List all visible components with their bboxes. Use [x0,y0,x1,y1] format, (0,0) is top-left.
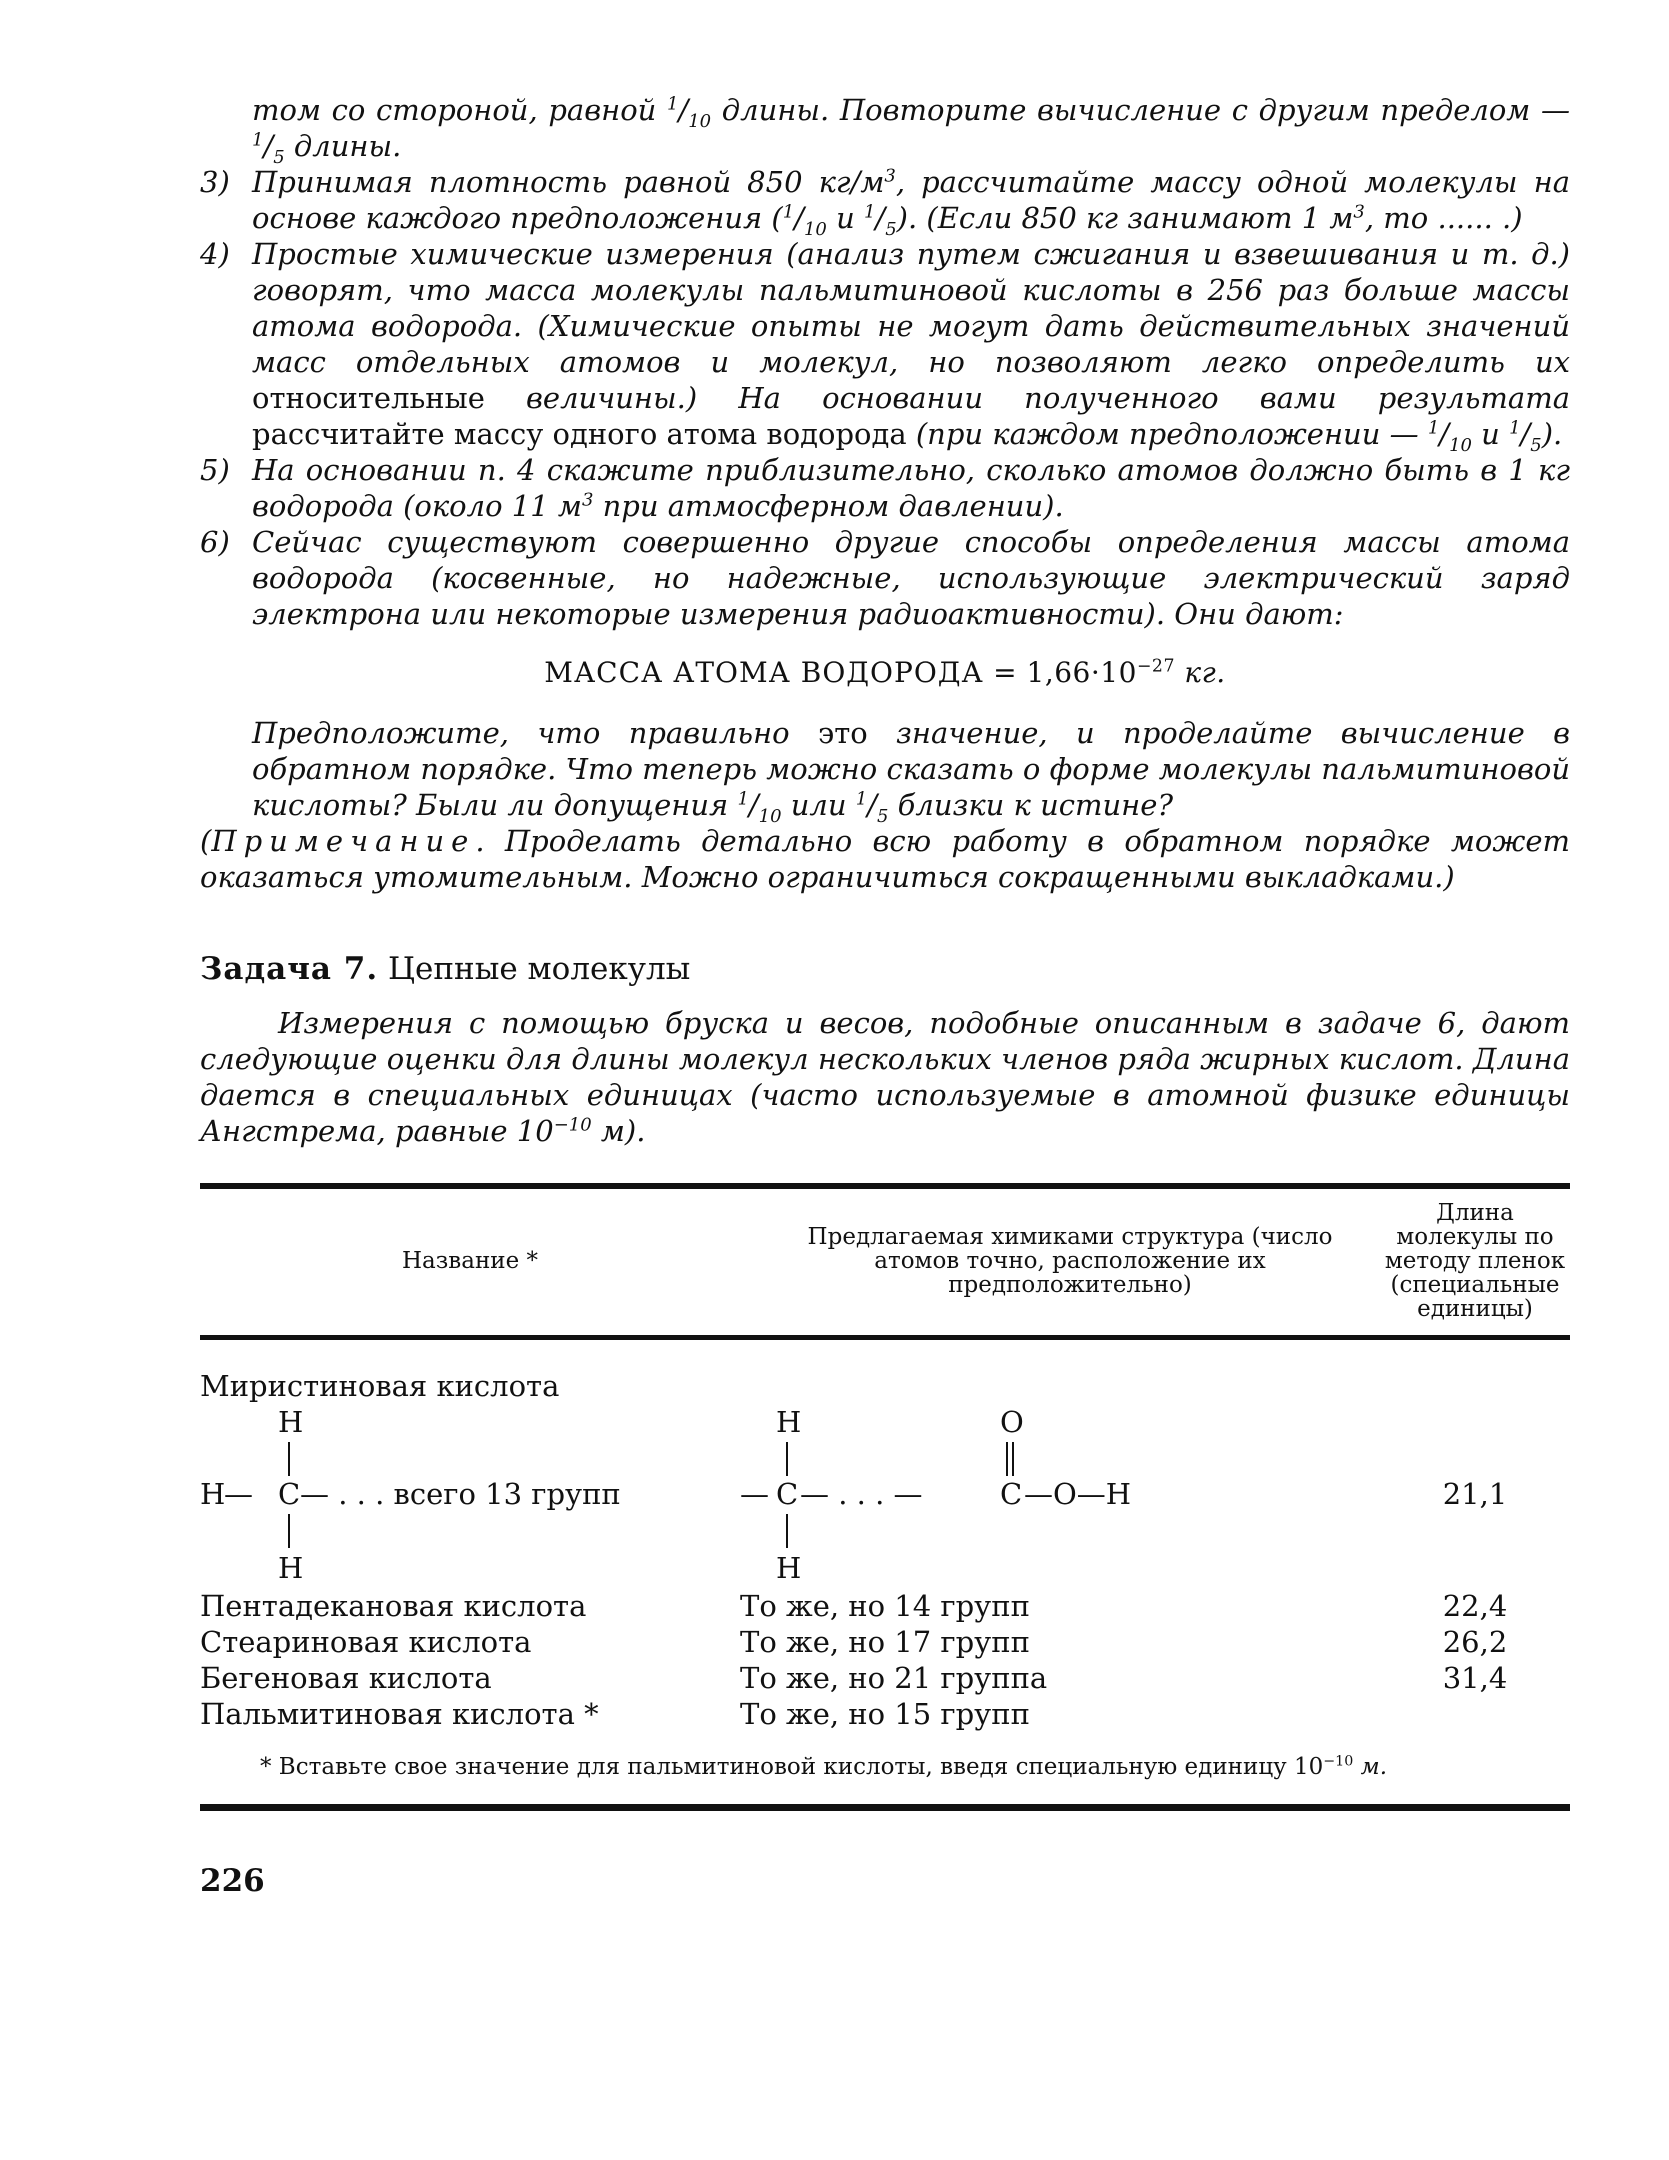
fraction: $^1/_{10}$ [737,788,782,827]
text: Сейчас существуют совершенно другие способы определения массы атома водорода (косвенные, но надежные, использующие электрический заряд электрона или некоторые измерения радиоактивности). Они дают: [252,525,1570,631]
table-row [200,1660,1570,1696]
list-item-6 [200,524,1570,632]
text: Простые химические измерения (анализ путем сжигания и взвешивания и т. д.) говорят, что масса молекулы пальмитиновой кислоты в 256 раз больше массы атома водорода. (Химические опыты не могут дать действительных значений масс отдельных атомов и молекул, но позволяют легко определить их [252,237,1570,379]
row-structure: То же, но 15 групп [740,1697,1030,1731]
text: , рассчитайте массу одной молекулы на основе каждого предположения ( [252,165,1570,235]
double-bond-line [1006,1442,1008,1476]
list-item-4 [200,236,1570,456]
text: величины.) На основании полученного вами результата [484,381,1570,415]
atom-h: H [200,1477,226,1511]
table-row [200,1368,1570,1404]
fraction: $^1/_5$ [1509,417,1542,456]
bond-line [786,1442,788,1476]
exponent: −10 [553,1114,592,1136]
row-name: Пентадекановая кислота [200,1589,587,1623]
exponent: −27 [1136,656,1176,677]
table-row [200,1588,1570,1624]
atom-h: H [278,1551,304,1585]
book-page [200,92,1570,1899]
atom-o: O [1000,1405,1024,1439]
exponent: −10 [1323,1753,1354,1770]
fraction: $^1/_5$ [252,129,285,168]
text: и [826,201,864,235]
text: или [781,788,856,822]
task-number: Задача 7. [200,951,379,987]
fatty-acid-table [200,1183,1570,1732]
header-name: Название * [401,1248,539,1274]
header-length: Длина молекулы по методу пленок (специальные единицы) [1384,1200,1566,1322]
text: том со стороной, равной [252,93,667,127]
text: м). [591,1114,646,1148]
text: при атмосферном давлении). [593,489,1064,523]
atom-h: H [278,1405,304,1439]
atom-c: C [776,1477,799,1511]
text: длины. Повторите вычисление с другим пределом — [711,93,1570,127]
row-name: Стеариновая кислота [200,1625,532,1659]
hydrogen-mass-formula [200,656,1570,689]
row-structure: То же, но 21 группа [740,1661,1048,1695]
table-header-row [200,1189,1570,1335]
emphasis-text: рассчитайте массу одного атома водорода [252,417,907,451]
task-heading [200,951,1570,987]
page-number: 226 [200,1863,265,1899]
table-row [200,1624,1570,1660]
text: На основании п. 4 скажите приблизительно, сколько атомов должно быть в 1 кг водорода (около 11 м [252,453,1570,523]
table-row-structure [200,1404,1570,1588]
row-value: 31,4 [1442,1661,1508,1695]
fraction: $^1/_5$ [855,788,889,827]
text: близки к истине? [888,788,1173,822]
formula-label: МАССА АТОМА ВОДОРОДА [544,656,984,689]
text: Предположите, что правильно [252,716,818,750]
text: ). [1541,417,1563,451]
structure-formula-right [740,1404,1380,1588]
item-number: 4) [200,237,230,271]
fraction: $^1/_{10}$ [667,93,712,132]
table-footnote [200,1754,1570,1781]
formula-value: = 1,66·10 [983,656,1137,689]
row-value: 22,4 [1442,1589,1508,1623]
bond-line [288,1514,290,1548]
item-number: 6) [200,525,230,559]
row-structure: То же, но 14 групп [740,1589,1030,1623]
atom-h: H [776,1551,802,1585]
superscript: 3 [581,489,594,511]
fraction: $^1/_5$ [863,201,897,240]
row-structure: То же, но 17 групп [740,1625,1030,1659]
fraction: $^1/_{10}$ [1427,417,1472,456]
emphasis-text: это [817,716,868,750]
atom-h: H [776,1405,802,1439]
bond: — [224,1477,253,1511]
text: Принимая плотность равной 850 кг/м [252,165,885,199]
bond: — [740,1477,769,1511]
row-name: Пальмитиновая кислота * [200,1697,599,1731]
text: ( [200,824,212,858]
row-name: Миристиновая кислота [200,1369,560,1403]
superscript: 3 [884,165,896,187]
text: * Вставьте свое значение для пальмитиновой кислоты, введя специальную единицу 10 [260,1754,1324,1780]
text: (при каждом предположении — [906,417,1428,451]
task-intro [200,1005,1570,1149]
bottom-rule [200,1804,1570,1811]
note-paragraph [200,823,1570,895]
chain-text: — . . . всего 13 групп [300,1477,621,1511]
item-number: 5) [200,453,230,487]
structure-formula-left [200,1404,740,1588]
task-title: Цепные молекулы [387,951,691,987]
atom-c: C [278,1477,301,1511]
text: . Проделать детально всю работу в обратном порядке может оказаться утомительным. Можно ограничиться сокращенными выкладками.) [200,824,1570,894]
double-bond-line [1012,1442,1014,1476]
hydroxyl-group: —O—H [1024,1477,1132,1511]
atom-c: C [1000,1477,1023,1511]
bond-line [786,1514,788,1548]
fraction: $^1/_{10}$ [782,201,827,240]
header-structure: Предлагаемая химиками структура (число атомов точно, расположение их предположительно) [807,1224,1333,1298]
text: Измерения с помощью бруска и весов, подобные описанным в задаче 6, дают следующие оценки для длины молекул нескольких членов ряда жирных кислот. Длина дается в специальных единицах (часто используемые в атомной физике единицы Ангстрема, равные 10 [200,1006,1570,1148]
list-item-3 [200,164,1570,240]
text: значение, и проделайте вычисление в обратном порядке. Что теперь можно сказать о форме молекулы пальмитиновой кислоты? Были ли допущения [252,716,1570,822]
superscript: 3 [1353,201,1365,223]
text: , то ...... .) [1364,201,1523,235]
list-item-5 [200,452,1570,524]
row-value: 26,2 [1442,1625,1508,1659]
bond-line [288,1442,290,1476]
text: и [1471,417,1510,451]
assumption-paragraph [200,715,1570,827]
row-value[interactable] [1380,1696,1570,1732]
text: м. [1353,1754,1388,1780]
item-number: 3) [200,165,230,199]
table-row [200,1696,1570,1732]
note-label: Примечание [211,824,476,858]
chain-dots: — . . . — [800,1477,923,1511]
text: длины. [284,129,402,163]
row-value: 21,1 [1442,1477,1508,1511]
emphasis-text: относительные [252,381,485,415]
text: ). (Если 850 кг занимают 1 м [896,201,1354,235]
continuation-paragraph [200,92,1570,168]
formula-unit: кг. [1175,656,1226,689]
row-name: Бегеновая кислота [200,1661,492,1695]
